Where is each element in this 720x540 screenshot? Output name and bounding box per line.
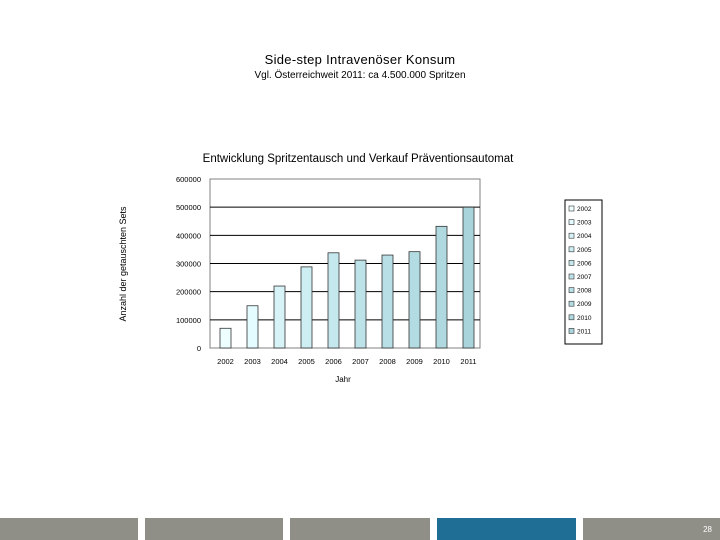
y-tick-label: 100000 — [175, 315, 201, 325]
legend-label: 2010 — [577, 314, 592, 322]
x-tick-label: 2003 — [244, 357, 261, 366]
x-tick-label: 2009 — [406, 357, 423, 366]
legend-label: 2011 — [577, 328, 591, 336]
bar — [274, 286, 285, 348]
footer-segment-accent — [437, 518, 576, 540]
legend-swatch — [569, 315, 574, 320]
chart-title: Entwicklung Spritzentausch und Verkauf Präventionsautomat — [202, 153, 514, 165]
legend-label: 2006 — [577, 260, 592, 268]
y-tick-label: 500000 — [175, 203, 201, 213]
legend-label: 2009 — [577, 301, 592, 309]
x-tick-label: 2011 — [460, 357, 477, 366]
legend-swatch — [569, 301, 574, 306]
legend-swatch — [569, 233, 574, 238]
y-axis-label: Anzahl der getauschten Sets — [118, 206, 128, 322]
footer-segment — [145, 518, 283, 540]
bar — [355, 260, 366, 348]
legend-label: 2007 — [577, 274, 592, 281]
page-number: 28 — [703, 525, 712, 534]
bar — [436, 226, 447, 348]
slide-title: Side-step Intravenöser Konsum — [264, 52, 456, 67]
x-tick-label: 2002 — [217, 357, 234, 366]
bar — [301, 267, 312, 348]
footer-segment — [583, 518, 720, 540]
bar — [328, 253, 339, 348]
legend-swatch — [569, 288, 574, 293]
x-tick-label: 2006 — [325, 357, 342, 366]
legend-label: 2008 — [577, 287, 592, 295]
legend-label: 2004 — [577, 233, 592, 241]
legend-label: 2003 — [577, 219, 592, 227]
x-tick-label: 2007 — [352, 357, 369, 366]
legend-swatch — [569, 274, 574, 279]
bar — [463, 207, 474, 348]
legend-label: 2005 — [577, 246, 592, 254]
slide-subtitle: Vgl. Österreichweit 2011: ca 4.500.000 Spritzen — [254, 70, 466, 81]
y-tick-label: 300000 — [175, 259, 201, 269]
footer-bar — [0, 518, 720, 540]
bar — [220, 328, 231, 348]
legend-swatch — [569, 206, 574, 211]
x-tick-label: 2005 — [298, 357, 315, 366]
bar — [382, 255, 393, 348]
x-tick-label: 2008 — [379, 357, 396, 366]
footer-segment — [290, 518, 430, 540]
x-tick-label: 2010 — [433, 357, 450, 366]
bar — [409, 252, 420, 348]
y-tick-label: 600000 — [175, 175, 201, 184]
y-tick-label: 400000 — [175, 231, 201, 241]
x-tick-label: 2004 — [271, 357, 288, 366]
legend-swatch — [569, 220, 574, 225]
x-axis-label: Jahr — [335, 375, 351, 384]
bar — [247, 306, 258, 348]
footer-segment — [0, 518, 138, 540]
legend-label: 2002 — [577, 206, 592, 213]
y-tick-label: 0 — [196, 344, 201, 353]
legend-swatch — [569, 247, 574, 252]
y-tick-label: 200000 — [175, 287, 201, 297]
legend-swatch — [569, 260, 574, 265]
legend-swatch — [569, 328, 574, 333]
